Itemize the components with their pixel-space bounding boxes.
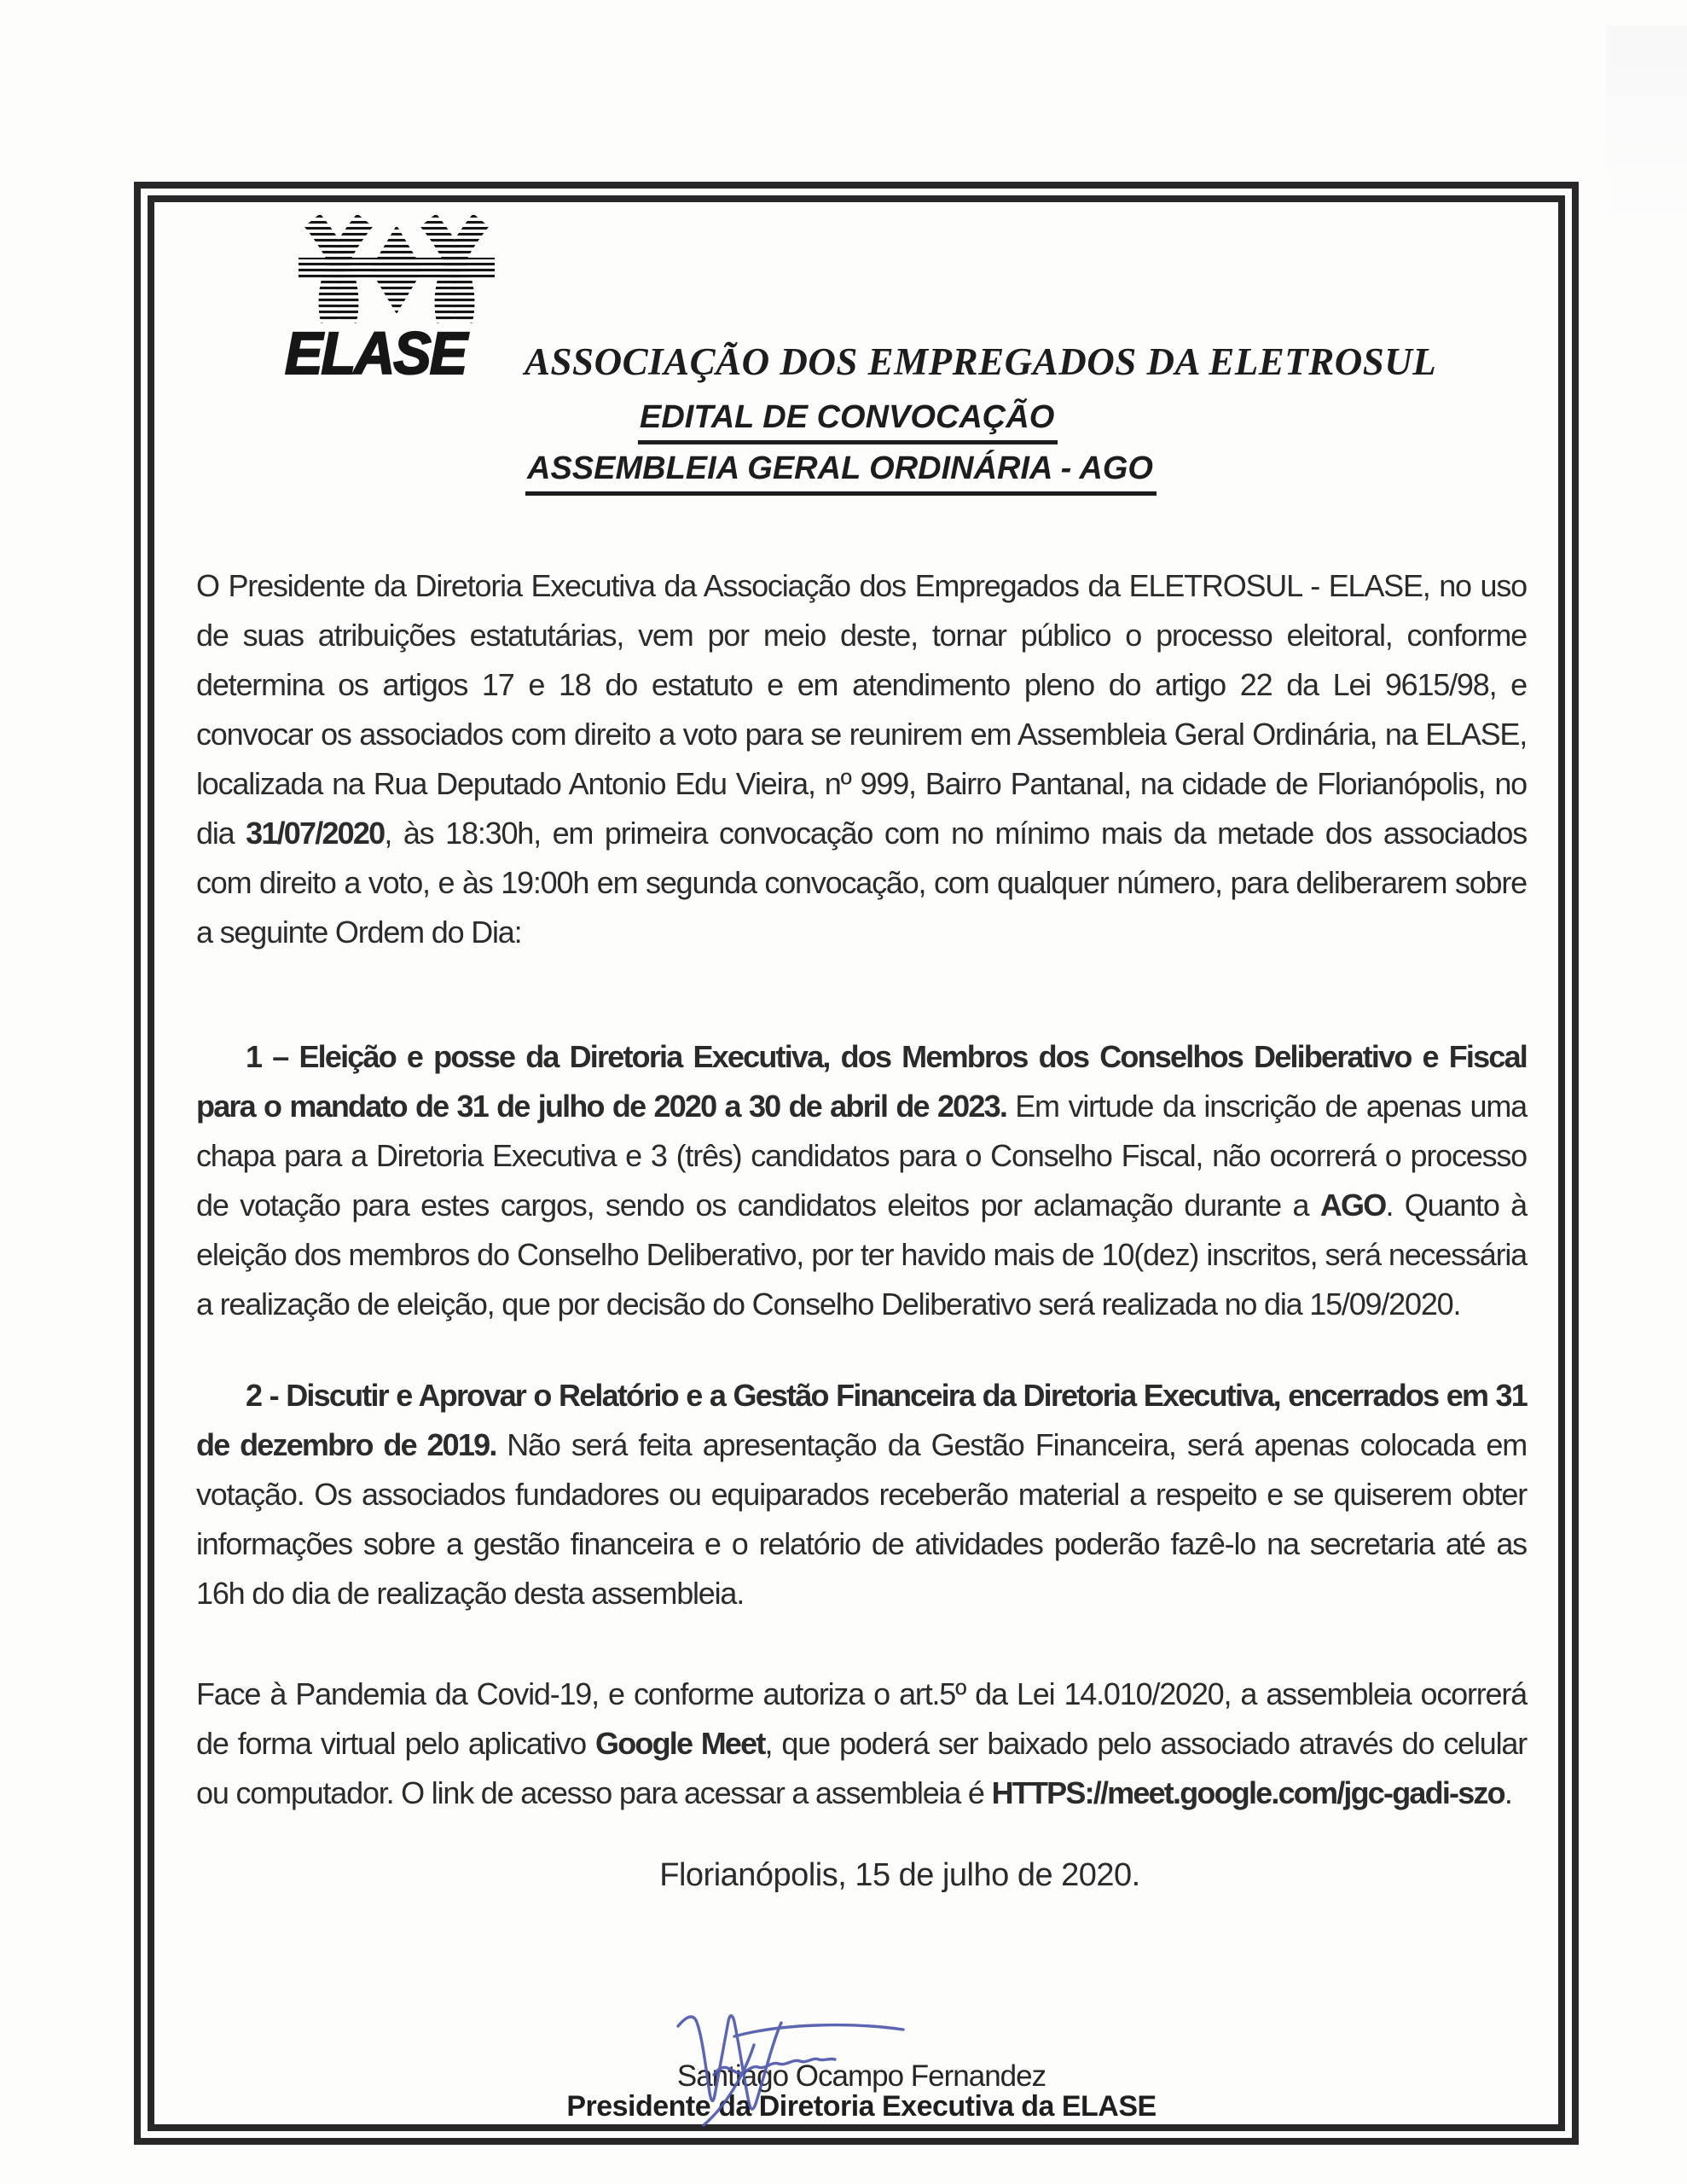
elase-logo-icon [299, 215, 495, 324]
text-run: Em virtude da inscrição de apenas uma chapa para a Diretoria Executiva e 3 (três) candidatos para o Conselho Fiscal, não ocorrerá o processo de votação para estes cargos, sendo os candidatos eleitos por aclamação durante a [196, 1089, 1527, 1223]
document-subtitle-text: ASSEMBLEIA GERAL ORDINÁRIA - AGO [525, 450, 1157, 496]
text-run-bold: 1 – Eleição e posse da Diretoria Executiva, dos Membros dos Conselhos Deliberativo e Fiscal para o mandato de 31 de julho de 2020 a 30 de abril de 2023. [196, 1039, 1527, 1124]
agenda-item-1 [196, 1032, 1527, 1329]
text-run: Não será feita apresentação da Gestão Financeira, será apenas colocada em votação. Os associados fundadores ou equiparados receberão material a respeito e se quiserem obter informações sobre a gestão financeira e o relatório de atividades poderão fazê-lo na secretaria até as 16h do dia de realização desta assembleia. [196, 1427, 1527, 1611]
body-paragraph-intro [196, 561, 1527, 957]
document-body [196, 561, 1527, 1894]
logo-text: ELASE [285, 320, 467, 386]
text-run: Face à Pandemia da Covid-19, e conforme autoriza o art.5º da Lei 14.010/2020, a assembleia ocorrerá de forma virtual pelo aplicativo [196, 1676, 1527, 1761]
text-run-bold-date: 31/07/2020 [246, 816, 385, 851]
text-run: , que poderá ser baixado pelo associado através do celular ou computador. O link de acesso para acessar a assembleia é [196, 1726, 1528, 1810]
text-run: O Presidente da Diretoria Executiva da Associação dos Empregados da ELETROSUL - ELASE, no uso de suas atribuições estatutárias, vem por meio deste, tornar público o processo eleitoral, conforme determina os artigos 17 e 18 do estatuto e em atendimento pleno do artigo 22 da Lei 9615/98, e convocar os associados com direito a voto para se reunirem em Assembleia Geral Ordinária, na ELASE, localizada na Rua Deputado Antonio Edu Vieira, nº 999, Bairro Pantanal, na cidade de Florianópolis, no dia [196, 568, 1527, 851]
org-title: ASSOCIAÇÃO DOS EMPREGADOS DA ELETROSUL [525, 340, 1437, 383]
signer-title: Presidente da Diretoria Executiva da ELASE [566, 2090, 1157, 2123]
document-subtitle [525, 450, 1157, 496]
text-run: . Quanto à eleição dos membros do Conselho Deliberativo, por ter havido mais de 10(dez) inscritos, será necessária a realização de eleição, que por decisão do Conselho Deliberativo será realizada no dia 15/09/2020. [196, 1188, 1527, 1321]
text-run-bold: AGO [1319, 1188, 1386, 1223]
handwritten-signature-icon [652, 1992, 942, 2137]
text-run: , às 18:30h, em primeira convocação com no mínimo mais da metade dos associados com direito a voto, e às 19:00h em segunda convocação, com qualquer número, para deliberarem sobre a seguinte Ordem do Dia: [196, 816, 1527, 950]
body-paragraph-covid [196, 1670, 1527, 1818]
text-run-bold: Google Meet [595, 1726, 765, 1761]
date-line: Florianópolis, 15 de julho de 2020. [659, 1857, 1140, 1893]
document-title-text: EDITAL DE CONVOCAÇÃO [638, 399, 1058, 444]
meeting-link-text: HTTPS://meet.google.com/jgc-gadi-szo [991, 1775, 1504, 1810]
text-run-bold: 2 - Discutir e Aprovar o Relatório e a Gestão Financeira da Diretoria Executiva, encerrados em 31 de dezembro de 2019. [196, 1378, 1527, 1462]
text-run: . [1504, 1775, 1512, 1810]
document-title [638, 399, 1058, 444]
agenda-item-2 [196, 1371, 1527, 1618]
scanner-shadow-artifact [1606, 26, 1687, 264]
signer-name: Santiago Ocampo Fernandez [676, 2059, 1046, 2093]
